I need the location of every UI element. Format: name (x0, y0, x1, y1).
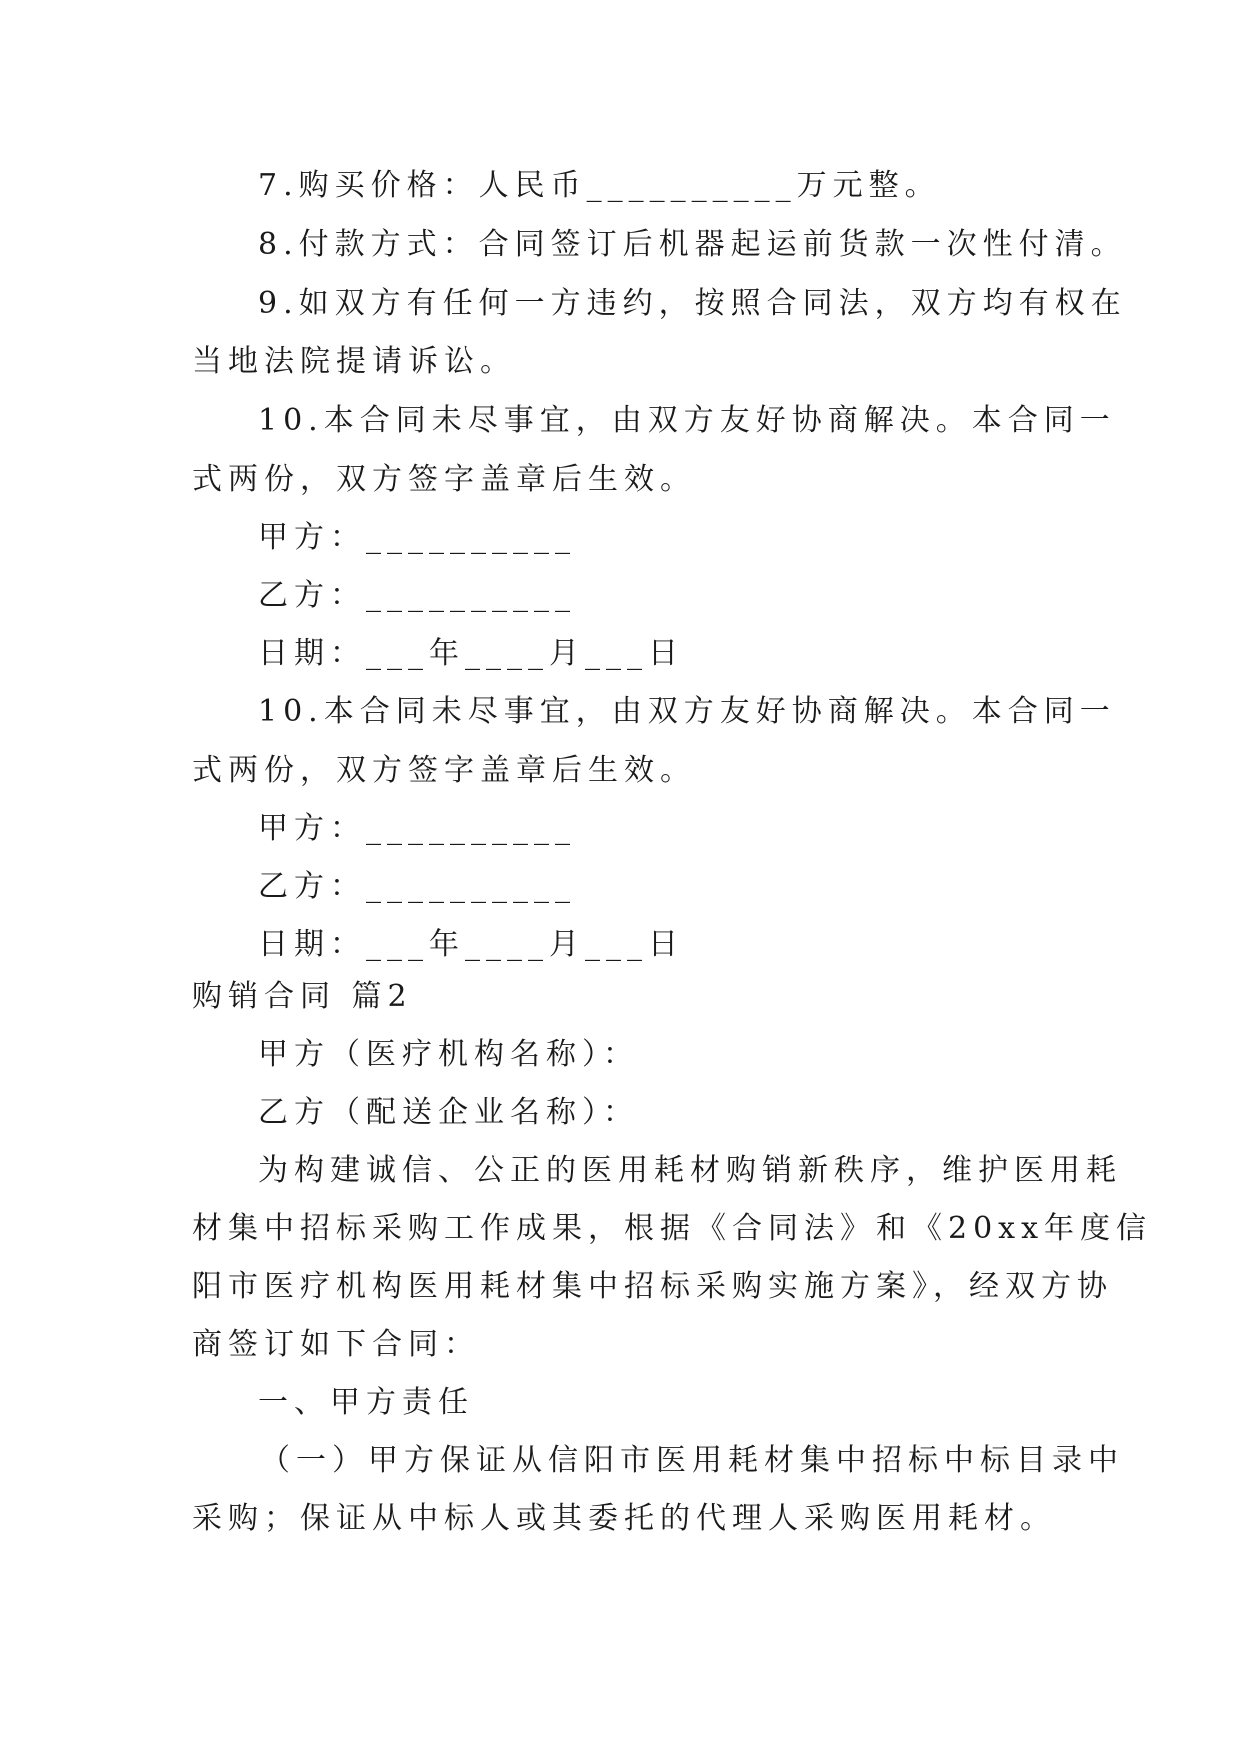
party-a-name: 甲方（医疗机构名称）： (258, 1037, 639, 1072)
responsibility-item-1-cont: 采购；保证从中标人或其委托的代理人采购医用耗材。 (192, 1501, 1056, 1536)
responsibility-item-1: （一）甲方保证从信阳市医用耗材集中招标中标目录中 (260, 1443, 1124, 1478)
party-a-signature-repeat: 甲方：__________ (258, 811, 576, 846)
clause-10-misc-repeat-cont: 式两份，双方签字盖章后生效。 (192, 753, 696, 788)
clause-9-breach-cont: 当地法院提请诉讼。 (192, 344, 516, 379)
preamble-line-3: 阳市医疗机构医用耗材集中招标采购实施方案》，经双方协 (192, 1269, 1113, 1304)
party-b-name: 乙方（配送企业名称）： (258, 1095, 639, 1130)
party-a-signature: 甲方：__________ (258, 520, 576, 555)
party-b-signature-repeat: 乙方：__________ (258, 869, 576, 904)
party-b-signature: 乙方：__________ (258, 578, 576, 613)
clause-9-breach: 9.如双方有任何一方违约，按照合同法，双方均有权在 (258, 286, 1127, 321)
preamble-line-4: 商签订如下合同： (192, 1327, 480, 1362)
clause-10-misc: 10.本合同未尽事宜，由双方友好协商解决。本合同一 (258, 403, 1116, 438)
party-a-responsibility-heading: 一、甲方责任 (258, 1385, 474, 1420)
preamble-line-2: 材集中招标采购工作成果，根据《合同法》和《20xx年度信 (192, 1211, 1153, 1246)
preamble-line-1: 为构建诚信、公正的医用耗材购销新秩序，维护医用耗 (258, 1153, 1122, 1188)
date-line-repeat: 日期：___年____月___日 (258, 927, 684, 962)
section-heading: 购销合同 篇2 (192, 979, 413, 1014)
clause-10-misc-cont: 式两份，双方签字盖章后生效。 (192, 462, 696, 497)
clause-8-payment: 8.付款方式：合同签订后机器起运前货款一次性付清。 (258, 227, 1127, 262)
clause-7-price: 7.购买价格：人民币__________万元整。 (258, 168, 941, 203)
date-line: 日期：___年____月___日 (258, 636, 684, 671)
clause-10-misc-repeat: 10.本合同未尽事宜，由双方友好协商解决。本合同一 (258, 694, 1116, 729)
